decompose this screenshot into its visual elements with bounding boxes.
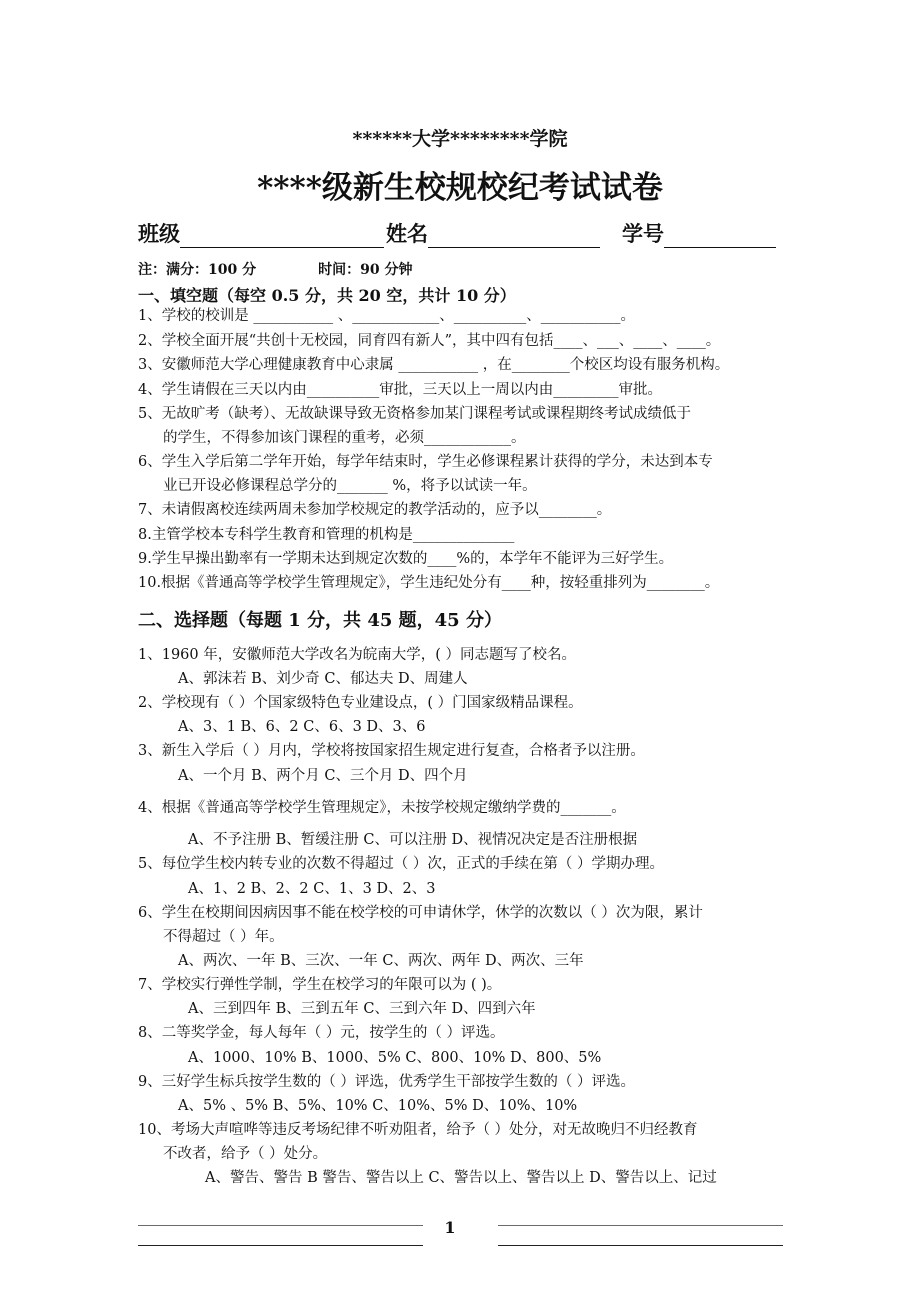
choice-options: A、3、1 B、6、2 C、6、3 D、3、6 [178, 719, 426, 735]
fill-question: 3、安徽师范大学心理健康教育中心隶属 ___________ ，在________个校区均设有服务机构。 [138, 357, 730, 373]
fill-question: 2、学校全面开展“共创十无校园，同育四有新人”，其中四有包括____、___、____、____。 [138, 333, 721, 349]
footer-rule-left-top [138, 1225, 423, 1226]
footer-rule-right-top [498, 1225, 783, 1226]
choice-options: A、1000、10% B、1000、5% C、800、10% D、800、5% [188, 1050, 602, 1066]
choice-options: A、郭沫若 B、刘少奇 C、郁达夫 D、周建人 [178, 671, 468, 687]
choice-options: A、不予注册 B、暂缓注册 C、可以注册 D、视情况决定是否注册根据 [188, 832, 638, 848]
id-label: 学号 [622, 221, 664, 246]
choice-question: 1、1960 年，安徽师范大学改名为皖南大学，( ）同志题写了校名。 [138, 647, 576, 663]
note-score: 注：满分：100 分 [138, 262, 257, 278]
choice-question: 2、学校现有（ ）个国家级特色专业建设点，( ）门国家级精品课程。 [138, 695, 583, 711]
student-id-field[interactable] [664, 225, 776, 248]
section1-heading: 一、填空题（每空 0.5 分，共 20 空，共计 10 分） [138, 286, 516, 305]
section2-heading: 二、选择题（每题 1 分，共 45 题，45 分） [138, 610, 502, 631]
choice-question: 7、学校实行弹性学制，学生在校学习的年限可以为 ( )。 [138, 977, 502, 993]
page-number: 1 [444, 1218, 456, 1237]
choice-options: A、一个月 B、两个月 C、三个月 D、四个月 [178, 768, 468, 784]
choice-options: A、1、2 B、2、2 C、1、3 D、2、3 [188, 881, 436, 897]
class-field[interactable] [180, 225, 384, 248]
fill-question: 1、学校的校训是 ___________ 、____________、__________、___________。 [138, 308, 635, 324]
choice-options: A、三到四年 B、三到五年 C、三到六年 D、四到六年 [188, 1001, 536, 1017]
fill-question: 6、学生入学后第二学年开始，每学年结束时，学生必修课程累计获得的学分，未达到本专 [138, 454, 713, 470]
fill-question-cont: 的学生，不得参加该门课程的重考，必须____________。 [163, 430, 526, 446]
choice-options: A、5% 、5% B、5%、10% C、10%、5% D、10%、10% [178, 1098, 578, 1114]
name-label: 姓名 [386, 221, 428, 246]
choice-question: 5、每位学生校内转专业的次数不得超过（ ）次，正式的手续在第（ ）学期办理。 [138, 856, 664, 872]
fill-question: 10.根据《普通高等学校学生管理规定》，学生违纪处分有____种，按轻重排列为________。 [138, 575, 720, 591]
choice-question: 3、新生入学后（ ）月内，学校将按国家招生规定进行复查，合格者予以注册。 [138, 743, 645, 759]
exam-note [138, 259, 412, 279]
university-header: ******大学********学院 [352, 128, 568, 150]
fill-question: 4、学生请假在三天以内由__________审批，三天以上一周以内由_________审批。 [138, 382, 662, 398]
class-label: 班级 [138, 221, 180, 246]
student-info-row [138, 218, 778, 248]
name-field[interactable] [428, 225, 600, 248]
footer-rule-left-bottom [138, 1245, 423, 1246]
fill-question: 7、未请假离校连续两周未参加学校规定的教学活动的，应予以________。 [138, 502, 612, 518]
fill-question-cont: 业已开设必修课程总学分的_______ %，将予以试读一年。 [163, 478, 537, 494]
choice-question-cont: 不改者，给予（ ）处分。 [163, 1146, 328, 1162]
fill-question: 5、无故旷考（缺考）、无故缺课导致无资格参加某门课程考试或课程期终考试成绩低于 [138, 406, 691, 422]
choice-question-cont: 不得超过（ ）年。 [163, 929, 284, 945]
choice-question: 8、二等奖学金，每人每年（ ）元，按学生的（ ）评选。 [138, 1025, 505, 1041]
note-time: 时间：90 分钟 [318, 262, 413, 278]
choice-question: 10、考场大声喧哗等违反考场纪律不听劝阻者，给予（ ）处分，对无故晚归不归经教育 [138, 1122, 698, 1138]
choice-question: 4、根据《普通高等学校学生管理规定》，未按学校规定缴纳学费的_______。 [138, 800, 626, 816]
fill-question: 8.主管学校本专科学生教育和管理的机构是______________ [138, 527, 515, 543]
choice-question: 9、三好学生标兵按学生数的（ ）评选，优秀学生干部按学生数的（ ）评选。 [138, 1074, 635, 1090]
footer-rule-right-bottom [498, 1245, 783, 1246]
choice-question: 6、学生在校期间因病因事不能在校学校的可申请休学，休学的次数以（ ）次为限，累计 [138, 905, 703, 921]
exam-title: ****级新生校规校纪考试试卷 [257, 170, 663, 206]
fill-question: 9.学生早操出勤率有一学期未达到规定次数的____%的，本学年不能评为三好学生。 [138, 551, 674, 567]
choice-options: A、警告、警告 B 警告、警告以上 C、警告以上、警告以上 D、警告以上、记过 [205, 1170, 717, 1186]
choice-options: A、两次、一年 B、三次、一年 C、两次、两年 D、两次、三年 [178, 953, 584, 969]
